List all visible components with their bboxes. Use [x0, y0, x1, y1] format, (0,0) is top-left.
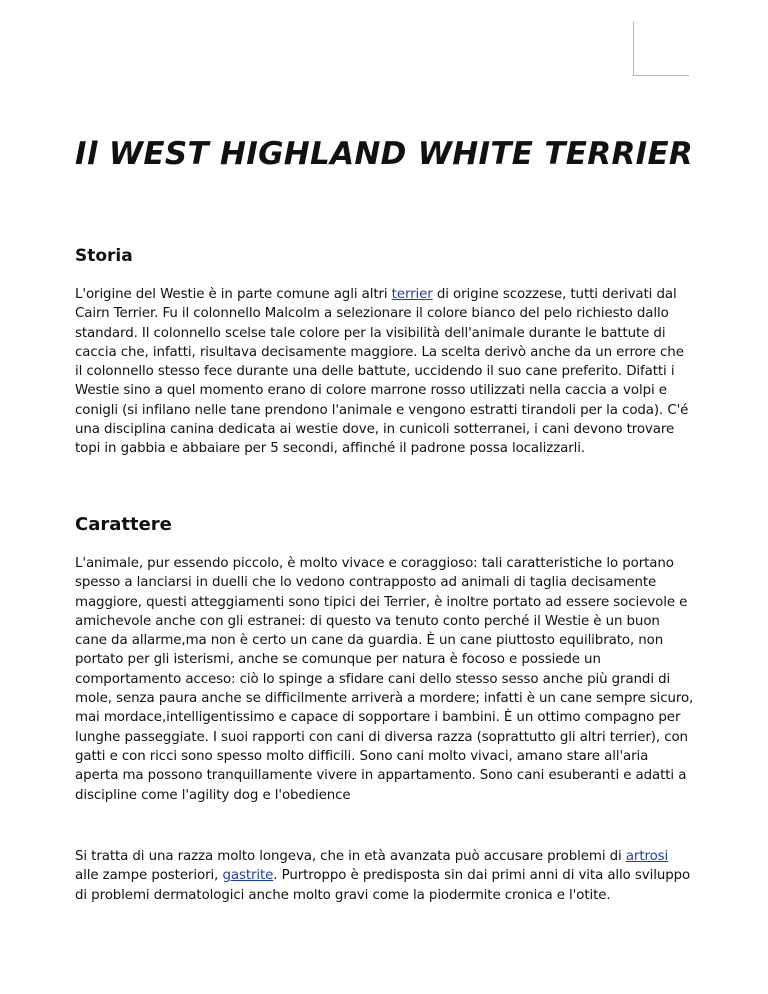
paragraph-text: alle zampe posteriori,: [75, 868, 223, 884]
gastrite-link[interactable]: gastrite: [222, 868, 274, 884]
corner-crop-mark-horizontal: [633, 75, 689, 76]
paragraph-storia: [75, 285, 695, 459]
section-heading-carattere: Carattere: [75, 514, 172, 535]
paragraph-text: L'origine del Westie è in parte comune agli altri: [75, 287, 392, 302]
corner-crop-mark-vertical: [633, 22, 634, 75]
section-heading-storia: Storia: [75, 246, 133, 266]
paragraph-text: Si tratta di una razza molto longeva, che in età avanzata può accusare problemi di: [75, 849, 626, 864]
paragraph-text: . Purtroppo è predisposta sin dai primi anni di vita allo sviluppo di problemi dermatologici anche molto gravi come la piodermite cronica e l'otite.: [75, 868, 691, 903]
paragraph-text: di origine scozzese, tutti derivati dal Cairn Terrier. Fu il colonnello Malcolm a selezionare il colore bianco del pelo richiesto dallo standard. Il colonnello scelse tale colore per la visibilità dell'animale durante le battute di caccia che, infatti, risultava decisamente maggiore. La scelta derivò anche da un errore che il colonnello stesso fece durante una delle battute, uccidendo il suo cane preferito. Difatti i Westie sino a quel momento erano di colore marrone rosso utilizzati nella caccia a volpi e conigli (si infilano nelle tane prendono l'animale e vengono estratti tirandoli per la coda). C'é una disciplina canina dedicata ai westie dove, in cunicoli sotterranei, i cani devono trovare topi in gabbia e abbaiare per 5 secondi, affinché il padrone possa localizzarli.: [75, 287, 689, 457]
paragraph-carattere: L'animale, pur essendo piccolo, è molto vivace e coraggioso: tali caratteristiche lo portano spesso a lanciarsi in duelli che lo vedono contrapposto ad animali di taglia decisamente maggiore, questi atteggiamenti sono tipici dei Terrier, è inoltre portato ad essere socievole e amichevole anche con gli estranei: di questo va tenuto conto perché il Westie è un buon cane da allarme,ma non è certo un cane da guardia. È un cane piuttosto equilibrato, non portato per gli isterismi, anche se comunque per natura è focoso e possiede un comportamento acceso: ciò lo spinge a sfidare cani dello stesso sesso anche più grandi di mole, senza paura anche se difficilmente arriverà a mordere; infatti è un cane sempre sicuro, mai mordace,intelligentissimo e capace di sopportare i bambini. È un ottimo compagno per lunghe passeggiate. I suoi rapporti con cani di diversa razza (soprattutto gli altri terrier), con gatti e con ricci sono spesso molto difficili. Sono cani molto vivaci, amano stare all'aria aperta ma possono tranquillamente vivere in appartamento. Sono cani esuberanti e adatti a discipline come l'agility dog e l'obedience: [75, 556, 694, 803]
artrosi-link[interactable]: artrosi: [625, 849, 669, 864]
document-title: Il WEST HIGHLAND WHITE TERRIER: [75, 136, 694, 172]
paragraph-health: [75, 847, 695, 905]
terrier-link[interactable]: terrier: [391, 287, 433, 302]
